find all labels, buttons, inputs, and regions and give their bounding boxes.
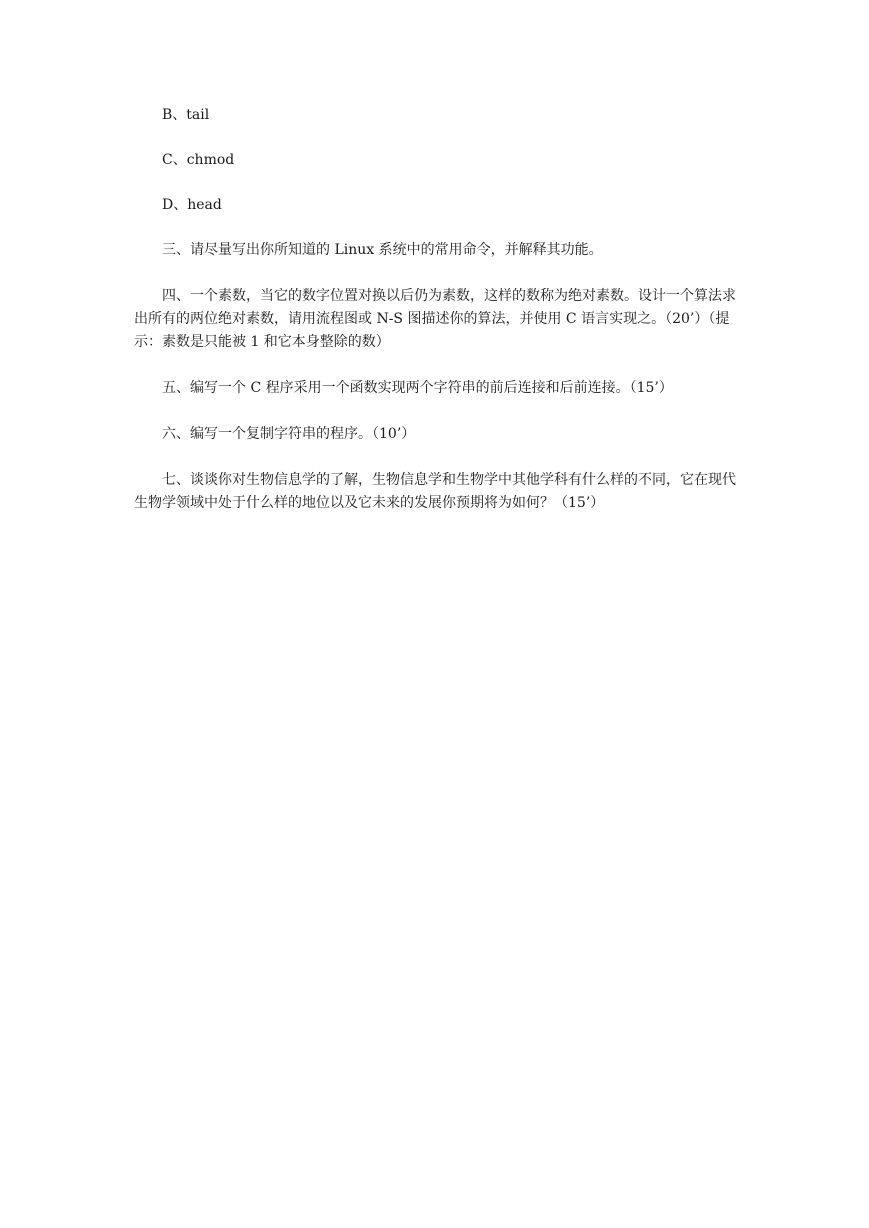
question-4: 四、一个素数，当它的数字位置对换以后仍为素数，这样的数称为绝对素数。设计一个算法求出所有的两位绝对素数，请用流程图或 N-S 图描述你的算法，并使用 C 语言实现之。（20’）（提示：素数是只能被 1 和它本身整除的数） <box>134 288 736 350</box>
question-6: 六、编写一个复制字符串的程序。（10’） <box>162 426 416 442</box>
document-body <box>134 104 738 538</box>
answer-option-c: C、chmod <box>162 152 235 168</box>
question-3: 三、请尽量写出你所知道的 Linux 系统中的常用命令，并解释其功能。 <box>162 242 603 258</box>
question-5: 五、编写一个 C 程序采用一个函数实现两个字符串的前后连接和后前连接。（15’） <box>162 380 673 396</box>
question-7: 七、谈谈你对生物信息学的了解，生物信息学和生物学中其他学科有什么样的不同，它在现代生物学领域中处于什么样的地位以及它未来的发展你预期将为如何？（15’） <box>134 472 736 511</box>
answer-option-d: D、head <box>162 197 222 213</box>
answer-option-b: B、tail <box>162 107 210 123</box>
